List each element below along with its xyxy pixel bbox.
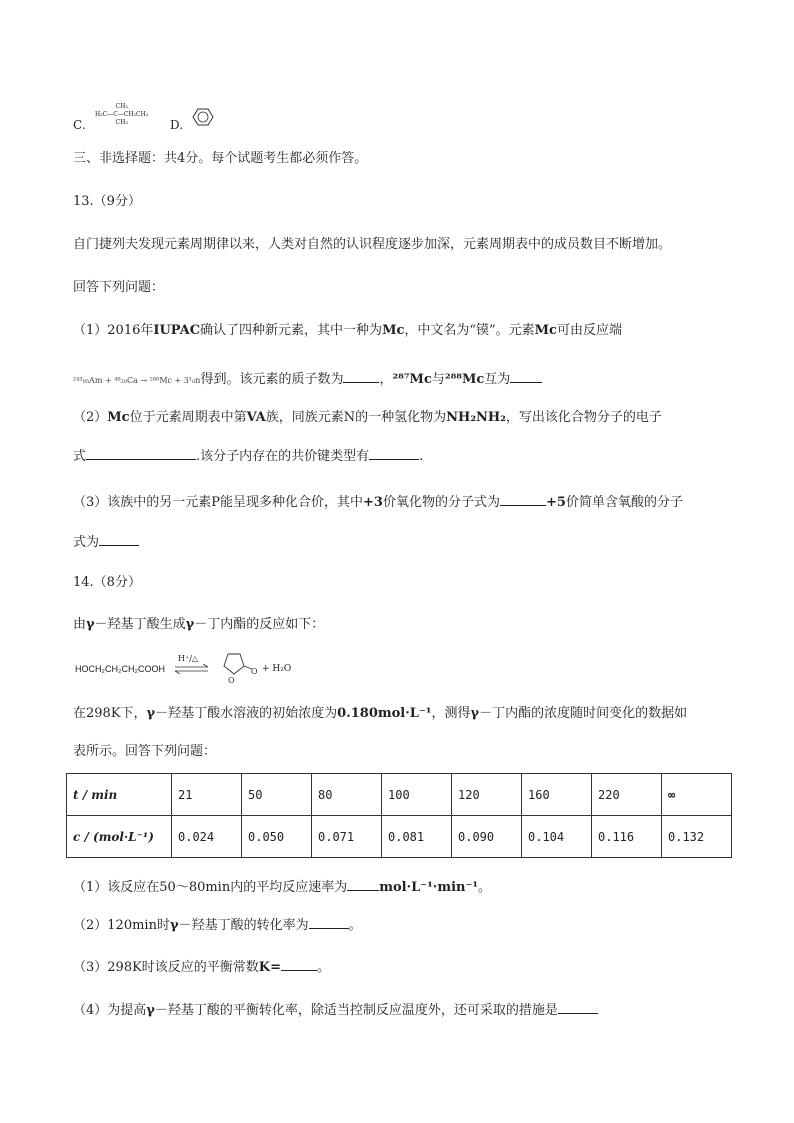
text: 丁内酯的浓度随时间变化的数据如 bbox=[492, 706, 688, 721]
concentration-table bbox=[66, 773, 732, 858]
text: 。 bbox=[317, 960, 331, 975]
equilibrium-arrow-icon bbox=[174, 664, 210, 674]
text: 可由反应端 bbox=[556, 323, 622, 338]
table-cell: ∞ bbox=[662, 774, 732, 816]
gamma-symbol: γ bbox=[470, 706, 480, 721]
group-va: VA bbox=[246, 410, 266, 425]
initial-concentration: 0.180mol·L⁻¹ bbox=[337, 706, 432, 721]
option-c-label: C. bbox=[73, 118, 86, 132]
q14-sub2 bbox=[73, 914, 362, 936]
nuclear-reaction: ²⁴³₉₅Am + ⁴⁸₂₀Ca → ²⁸⁸Mc + 3¹₀n bbox=[73, 376, 201, 385]
table-cell: 0.071 bbox=[312, 816, 382, 858]
text: － bbox=[194, 617, 208, 632]
valence-plus3: +3 bbox=[363, 495, 383, 510]
text: 确认了四种新元素，其中一种为 bbox=[200, 323, 383, 338]
table-cell: 0.116 bbox=[592, 816, 662, 858]
text: 价简单含氧酸的分子 bbox=[565, 495, 683, 510]
table-cell: 0.081 bbox=[382, 816, 452, 858]
answer-blank[interactable] bbox=[343, 368, 379, 383]
gamma-symbol: γ bbox=[146, 1003, 155, 1018]
table-row bbox=[67, 774, 732, 816]
text: － bbox=[154, 1003, 168, 1018]
svg-text:O: O bbox=[251, 667, 258, 676]
answer-blank[interactable] bbox=[558, 999, 598, 1014]
table-cell: 0.050 bbox=[242, 816, 312, 858]
reactant-formula: HOCH₂CH₂CH₂COOH bbox=[75, 664, 165, 674]
text: － bbox=[178, 918, 192, 933]
table-cell: 21 bbox=[172, 774, 242, 816]
text: ，中文名为“镆”。元素 bbox=[404, 323, 535, 338]
q13-intro: 自门捷列夫发现元素周期律以来，人类对自然的认识程度逐步加深，元素周期表中的成员数目不断增加。 bbox=[73, 237, 672, 252]
table-cell: 120 bbox=[452, 774, 522, 816]
text: （1）2016年 bbox=[73, 323, 154, 338]
isotope-mc288: ²⁸⁸Mc bbox=[444, 372, 485, 387]
formula-hydrazine: NH₂NH₂ bbox=[446, 410, 506, 425]
answer-blank[interactable] bbox=[86, 445, 196, 460]
reaction-condition: H⁺/△ bbox=[178, 654, 199, 663]
answer-blank[interactable] bbox=[510, 368, 542, 383]
valence-plus5: +5 bbox=[546, 495, 566, 510]
struct-bot: CH₃ bbox=[115, 119, 128, 126]
q13-part1-line2 bbox=[73, 368, 542, 391]
text: 羟基丁酸生成 bbox=[107, 617, 186, 632]
text: （3）该族中的另一元素P能呈现多种化合价，其中 bbox=[73, 495, 364, 510]
text: （2）120min时 bbox=[73, 918, 170, 933]
text: 位于元素周期表中第 bbox=[129, 410, 247, 425]
table-cell: 50 bbox=[242, 774, 312, 816]
table-row bbox=[67, 816, 732, 858]
table-cell: 0.090 bbox=[452, 816, 522, 858]
text: 。 bbox=[348, 918, 362, 933]
option-d-label: D. bbox=[170, 118, 184, 132]
text: － bbox=[479, 706, 493, 721]
element-mc: Mc bbox=[534, 323, 557, 338]
rate-unit: mol·L⁻¹·min⁻¹ bbox=[379, 880, 479, 895]
text: 由 bbox=[73, 617, 87, 632]
text: （1）该反应在50～80min内的平均反应速率为 bbox=[73, 880, 348, 895]
text: 式为 bbox=[73, 535, 100, 550]
text: （2） bbox=[73, 410, 108, 425]
svg-text:O: O bbox=[228, 676, 235, 685]
q13-prompt: 回答下列问题： bbox=[73, 280, 165, 295]
q14-header: 14.（8分） bbox=[73, 575, 141, 590]
equilibrium-constant-k: K= bbox=[258, 960, 281, 975]
text: ，写出该化合物分子的电子 bbox=[505, 410, 662, 425]
table-header-concentration: c / (mol·L⁻¹) bbox=[67, 816, 172, 858]
text: 羟基丁酸水溶液的初始浓度为 bbox=[168, 706, 338, 721]
q14-intro bbox=[73, 615, 324, 635]
option-c-structure bbox=[95, 103, 148, 127]
text: 互为 bbox=[484, 372, 511, 387]
gamma-symbol: γ bbox=[185, 617, 195, 632]
q13-part2-line2 bbox=[73, 445, 423, 467]
table-header-time: t / min bbox=[67, 774, 172, 816]
table-cell: 0.132 bbox=[662, 816, 732, 858]
answer-blank[interactable] bbox=[281, 956, 317, 971]
table-cell: 0.024 bbox=[172, 816, 242, 858]
q14-para-line1 bbox=[73, 704, 687, 724]
text: － bbox=[155, 706, 169, 721]
q13-part2-line1 bbox=[73, 408, 662, 428]
element-mc: Mc bbox=[107, 410, 130, 425]
table-cell: 80 bbox=[312, 774, 382, 816]
answer-blank[interactable] bbox=[500, 491, 546, 506]
text: 与 bbox=[431, 372, 445, 387]
gamma-symbol: γ bbox=[86, 617, 95, 632]
section-3-title: 三、非选择题：共4分。每个试题考生都必须作答。 bbox=[73, 151, 368, 166]
q13-header: 13.（9分） bbox=[73, 194, 141, 209]
answer-blank[interactable] bbox=[309, 914, 349, 929]
text: 价氧化物的分子式为 bbox=[382, 495, 500, 510]
q13-part3-line1 bbox=[73, 491, 683, 513]
struct-mid: H₃C—C—CH₂CH₃ bbox=[95, 111, 149, 118]
text: .该分子内存在的共价键类型有 bbox=[196, 449, 370, 464]
answer-blank[interactable] bbox=[99, 531, 139, 546]
text: － bbox=[94, 617, 108, 632]
text: ， bbox=[379, 372, 393, 387]
text: （4）为提高 bbox=[73, 1003, 147, 1018]
q14-sub4 bbox=[73, 999, 598, 1021]
text: 式 bbox=[73, 449, 87, 464]
answer-blank[interactable] bbox=[347, 876, 379, 891]
table-cell: 0.104 bbox=[522, 816, 592, 858]
text: 得到。该元素的质子数为 bbox=[200, 372, 344, 387]
q14-sub3 bbox=[73, 956, 330, 978]
answer-blank[interactable] bbox=[369, 445, 419, 460]
struct-top: CH₃ bbox=[115, 103, 128, 110]
lactone-ring-icon bbox=[214, 650, 258, 688]
text: . bbox=[419, 449, 424, 464]
water-product: + H₂O bbox=[262, 664, 292, 674]
text: 羟基丁酸的转化率为 bbox=[191, 918, 309, 933]
q13-part3-line2 bbox=[73, 531, 139, 553]
q14-sub1 bbox=[73, 876, 491, 898]
q13-part1-line1 bbox=[73, 321, 622, 341]
benzene-ring-icon bbox=[192, 107, 214, 127]
text: 羟基丁酸的平衡转化率，除适当控制反应温度外，还可采取的措施是 bbox=[167, 1003, 558, 1018]
text: 族，同族元素N的一种氢化物为 bbox=[265, 410, 447, 425]
isotope-mc287: ²⁸⁷Mc bbox=[392, 372, 432, 387]
gamma-symbol: γ bbox=[146, 706, 156, 721]
table-cell: 220 bbox=[592, 774, 662, 816]
table-cell: 160 bbox=[522, 774, 592, 816]
iupac-label: IUPAC bbox=[153, 323, 201, 338]
text: ，测得 bbox=[431, 706, 471, 721]
element-mc: Mc bbox=[382, 323, 405, 338]
text: 。 bbox=[478, 880, 492, 895]
text: （3）298K时该反应的平衡常数 bbox=[73, 960, 259, 975]
text: 丁内酯的反应如下： bbox=[207, 617, 325, 632]
gamma-symbol: γ bbox=[169, 918, 179, 933]
text: 在298K下， bbox=[73, 706, 147, 721]
q14-para-line2: 表所示。回答下列问题： bbox=[73, 744, 217, 759]
table-cell: 100 bbox=[382, 774, 452, 816]
